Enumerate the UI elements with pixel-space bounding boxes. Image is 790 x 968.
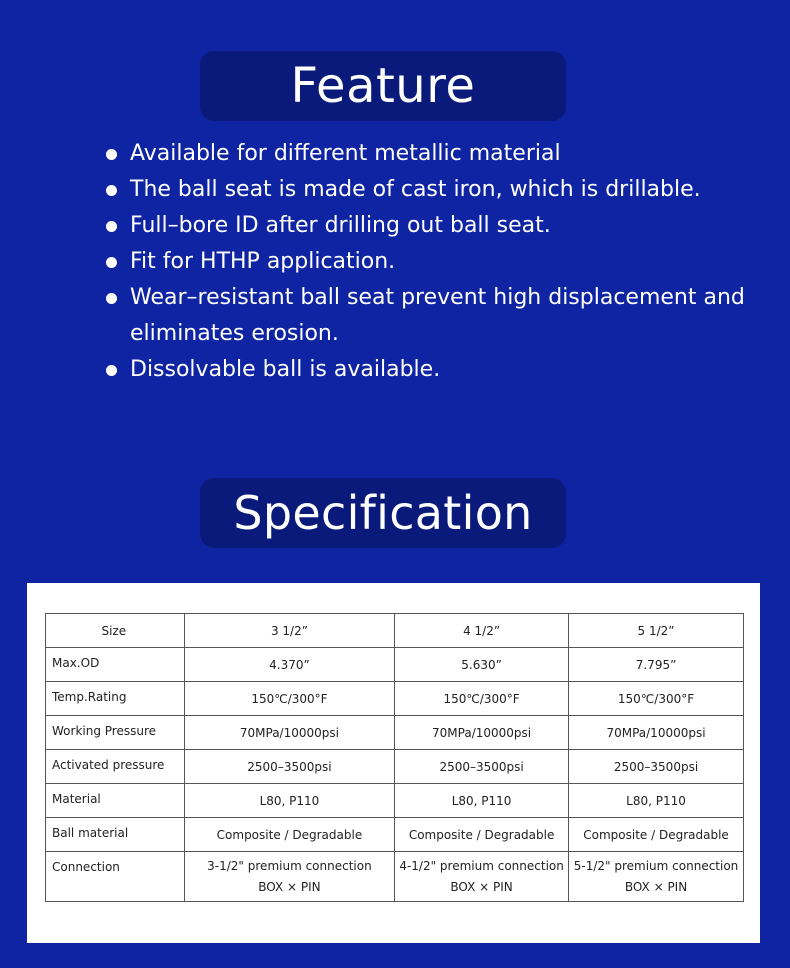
- table-row: [46, 682, 744, 716]
- table-cell: 70MPa/10000psi: [569, 716, 744, 750]
- table-cell: 2500–3500psi: [184, 750, 394, 784]
- table-row: [46, 750, 744, 784]
- bullet-icon: [106, 149, 117, 160]
- table-cell: [184, 852, 394, 902]
- table-cell: Composite / Degradable: [184, 818, 394, 852]
- table-row: [46, 716, 744, 750]
- spec-heading: Specification: [233, 486, 533, 540]
- table-cell: 70MPa/10000psi: [395, 716, 569, 750]
- feature-item: [104, 172, 764, 208]
- table-cell: 4.370”: [184, 648, 394, 682]
- table-row: [46, 852, 744, 902]
- table-cell: 7.795”: [569, 648, 744, 682]
- feature-text: Wear–resistant ball seat prevent high displacement and eliminates erosion.: [130, 285, 745, 346]
- row-label: Working Pressure: [46, 716, 185, 750]
- row-label: Ball material: [46, 818, 185, 852]
- connection-type: 3-1/2" premium connection: [207, 858, 372, 873]
- feature-item: [104, 208, 764, 244]
- feature-heading-pill: [200, 51, 566, 121]
- table-cell: 5.630”: [395, 648, 569, 682]
- feature-heading: Feature: [290, 58, 476, 114]
- table-row: [46, 784, 744, 818]
- table-header-row: [46, 614, 744, 648]
- feature-text: Full–bore ID after drilling out ball seat.: [130, 213, 551, 238]
- row-label: Activated pressure: [46, 750, 185, 784]
- row-label: Temp.Rating: [46, 682, 185, 716]
- spec-panel: [27, 583, 760, 943]
- feature-text: Available for different metallic material: [130, 141, 561, 166]
- feature-item: [104, 244, 764, 280]
- table-row: [46, 648, 744, 682]
- table-cell: 150℃/300°F: [184, 682, 394, 716]
- table-cell: 150℃/300°F: [395, 682, 569, 716]
- connection-ends: BOX × PIN: [258, 879, 321, 894]
- bullet-icon: [106, 221, 117, 232]
- connection-ends: BOX × PIN: [624, 879, 688, 894]
- table-cell: 70MPa/10000psi: [184, 716, 394, 750]
- table-cell: Composite / Degradable: [569, 818, 744, 852]
- spec-table: [45, 613, 744, 902]
- row-label: Material: [46, 784, 185, 818]
- feature-text: Dissolvable ball is available.: [130, 357, 441, 382]
- spec-heading-pill: [200, 478, 566, 548]
- header-cell: 4 1/2”: [395, 614, 569, 648]
- table-cell: [569, 852, 744, 902]
- feature-list: [104, 136, 764, 388]
- feature-item: [104, 280, 764, 352]
- row-label: Connection: [46, 852, 185, 902]
- connection-ends: BOX × PIN: [450, 879, 513, 894]
- feature-item: [104, 136, 764, 172]
- bullet-icon: [106, 365, 117, 376]
- table-cell: 2500–3500psi: [395, 750, 569, 784]
- table-cell: L80, P110: [569, 784, 744, 818]
- table-cell: Composite / Degradable: [395, 818, 569, 852]
- table-row: [46, 818, 744, 852]
- feature-text: The ball seat is made of cast iron, which is drillable.: [130, 177, 701, 202]
- header-cell: 5 1/2”: [569, 614, 744, 648]
- table-cell: 150℃/300°F: [569, 682, 744, 716]
- row-label: Max.OD: [46, 648, 185, 682]
- bullet-icon: [106, 293, 117, 304]
- table-cell: L80, P110: [184, 784, 394, 818]
- connection-type: 5-1/2" premium connection: [573, 858, 739, 873]
- bullet-icon: [106, 257, 117, 268]
- connection-type: 4-1/2" premium connection: [399, 858, 564, 873]
- table-cell: L80, P110: [395, 784, 569, 818]
- feature-text: Fit for HTHP application.: [130, 249, 396, 274]
- table-cell: 2500–3500psi: [569, 750, 744, 784]
- header-cell: 3 1/2”: [184, 614, 394, 648]
- table-cell: [395, 852, 569, 902]
- bullet-icon: [106, 185, 117, 196]
- header-cell: Size: [46, 614, 185, 648]
- feature-item: [104, 352, 764, 388]
